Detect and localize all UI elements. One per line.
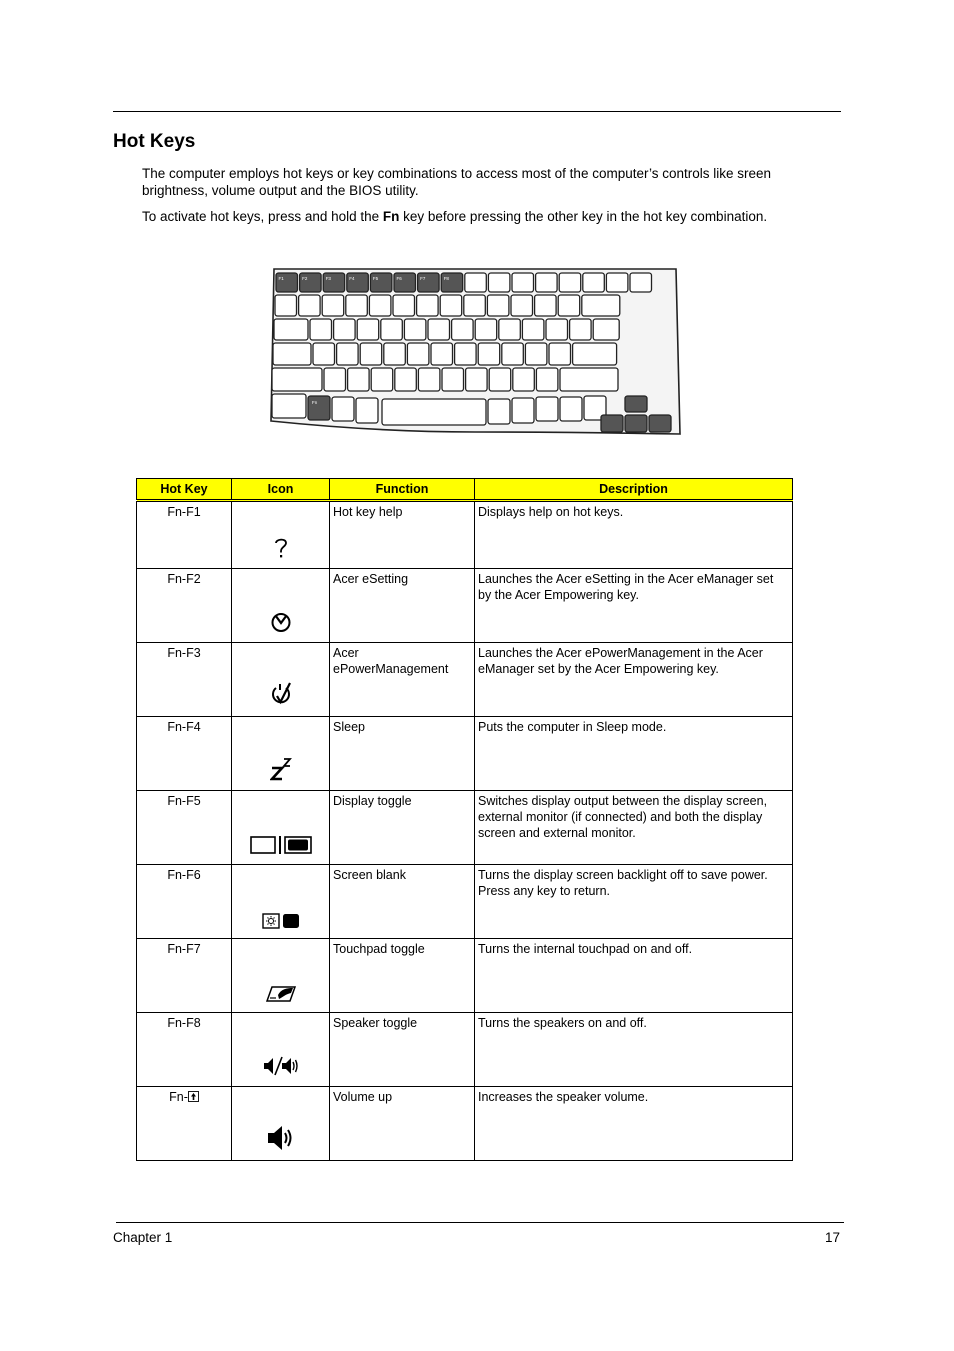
footer-chapter: Chapter 1: [113, 1230, 173, 1245]
table-row: [137, 865, 793, 939]
keycap: [499, 319, 521, 340]
header-hot-key: Hot Key: [137, 479, 232, 501]
keycap: [452, 319, 474, 340]
keycap: [559, 273, 581, 292]
description-cell: Launches the Acer ePowerManagement in the Acer eManager set by the Acer Empowering key.: [475, 643, 793, 717]
keycap: [334, 319, 356, 340]
keycap: [513, 368, 535, 391]
keycap: [560, 397, 582, 421]
keycap: [464, 295, 486, 316]
touchpad-toggle-icon: [266, 985, 296, 1003]
table-row: [137, 569, 793, 643]
hot-key-cell: Fn-F8: [137, 1013, 232, 1087]
fn-key-text: Fn: [382, 209, 400, 224]
function-key-label: F2: [302, 276, 308, 281]
table-row: [137, 501, 793, 569]
keycap: [428, 319, 450, 340]
sleep-icon: [270, 757, 292, 781]
function-key-label: F8: [443, 276, 449, 281]
keycap: [404, 319, 426, 340]
page-number: 17: [824, 1230, 840, 1245]
keycap: [357, 319, 379, 340]
keycap: [525, 343, 547, 365]
keycap: [322, 295, 344, 316]
volume-up-icon: [267, 1125, 295, 1151]
keycap: [431, 343, 453, 365]
keycap: [583, 273, 605, 292]
keycap: [512, 273, 534, 292]
keycap: [442, 368, 464, 391]
keycap: [313, 343, 335, 365]
keycap: [549, 343, 571, 365]
keycap: [478, 343, 500, 365]
footer-rule: [116, 1222, 844, 1223]
table-row: [137, 717, 793, 791]
function-cell: Touchpad toggle: [330, 939, 475, 1013]
page-title: Hot Keys: [113, 131, 196, 152]
keycap: [630, 273, 652, 292]
esetting-icon: [270, 611, 292, 633]
keycap: [475, 319, 497, 340]
keycap: [535, 295, 557, 316]
keycap: [488, 273, 510, 292]
description-cell: Turns the display screen backlight off to save power. Press any key to return.: [475, 865, 793, 939]
table-row: [137, 1013, 793, 1087]
keycap: [275, 295, 297, 316]
header-rule: [113, 111, 841, 112]
keycap: [465, 273, 487, 292]
keycap: [299, 295, 321, 316]
keycap: [488, 399, 510, 424]
description-cell: Turns the internal touchpad on and off.: [475, 939, 793, 1013]
keycap: [407, 343, 429, 365]
hot-key-cell: Fn-F4: [137, 717, 232, 791]
function-key-label: F3: [325, 276, 331, 281]
keycap: [356, 398, 378, 423]
keycap: [570, 319, 592, 340]
function-key-label: F5: [372, 276, 379, 281]
function-cell: Acer eSetting: [330, 569, 475, 643]
keycap: [418, 368, 440, 391]
hot-key-cell: Fn-F6: [137, 865, 232, 939]
keycap: [273, 343, 311, 365]
function-key-label: F6: [396, 276, 402, 281]
epowermanagement-icon: [270, 681, 292, 707]
description-cell: Turns the speakers on and off.: [475, 1013, 793, 1087]
keycap: [522, 319, 544, 340]
hot-keys-table: [136, 478, 793, 1161]
function-key-label: F1: [278, 276, 284, 281]
hot-key-cell: Fn-F7: [137, 939, 232, 1013]
keycap: [466, 368, 488, 391]
keycap: [558, 295, 580, 316]
keycap: [489, 368, 511, 391]
keycap: [546, 319, 568, 340]
keycap: [272, 394, 306, 418]
keycap: [310, 319, 332, 340]
function-key-label: F7: [420, 276, 426, 281]
activate-text-before: To activate hot keys, press and hold the: [142, 209, 383, 224]
function-cell: Speaker toggle: [330, 1013, 475, 1087]
hot-key-cell: Fn-F1: [137, 501, 232, 569]
keycap: [511, 295, 533, 316]
table-row: [137, 1087, 793, 1161]
table-row: [137, 791, 793, 865]
spacebar: [382, 399, 486, 425]
hot-key-cell: [137, 1087, 232, 1161]
description-cell: Puts the computer in Sleep mode.: [475, 717, 793, 791]
keycap: [512, 398, 534, 423]
keycap: [560, 368, 618, 391]
speaker-toggle-icon: [263, 1055, 299, 1077]
function-key-label: F4: [349, 276, 355, 281]
keycap: [337, 343, 359, 365]
keycap: [573, 343, 617, 365]
activate-text-after: key before pressing the other key in the hot key combination.: [399, 209, 768, 224]
screen-blank-icon: [262, 913, 300, 929]
arrow-down-key: [625, 415, 647, 432]
hot-key-cell: Fn-F2: [137, 569, 232, 643]
function-cell: Acer ePowerManagement: [330, 643, 475, 717]
arrow-left-key: [601, 415, 623, 432]
keycap: [346, 295, 368, 316]
keycap: [384, 343, 406, 365]
header-description: Description: [475, 479, 793, 501]
arrow-right-key: [649, 415, 671, 432]
function-cell: Display toggle: [330, 791, 475, 865]
keycap: [360, 343, 382, 365]
display-toggle-icon: [250, 835, 312, 855]
keycap: [606, 273, 628, 292]
up-arrow-key-icon: [188, 1091, 199, 1102]
keycap: [440, 295, 462, 316]
activate-paragraph: [142, 208, 832, 225]
table-header-row: [137, 479, 793, 501]
keycap: [536, 368, 558, 391]
hot-key-cell: Fn-F5: [137, 791, 232, 865]
description-cell: Switches display output between the display screen, external monitor (if connected) and both the display screen and external monitor.: [475, 791, 793, 865]
keycap: [395, 368, 417, 391]
description-cell: Displays help on hot keys.: [475, 501, 793, 569]
keycap: [455, 343, 477, 365]
header-function: Function: [330, 479, 475, 501]
arrow-up-key: [625, 396, 647, 412]
keycap: [536, 273, 558, 292]
function-cell: Sleep: [330, 717, 475, 791]
table-row: [137, 643, 793, 717]
keycap: [487, 295, 509, 316]
keycap: [417, 295, 439, 316]
help-icon: [273, 537, 289, 559]
fn-key-label: Fn: [312, 400, 318, 405]
keycap: [274, 319, 308, 340]
keycap: [348, 368, 370, 391]
table-row: [137, 939, 793, 1013]
keycap: [371, 368, 393, 391]
hot-key-cell: Fn-F3: [137, 643, 232, 717]
keycap: [593, 319, 619, 340]
keycap: [582, 295, 620, 316]
function-cell: Volume up: [330, 1087, 475, 1161]
keycap: [369, 295, 391, 316]
keyboard-illustration: [268, 266, 682, 438]
keycap: [536, 397, 558, 421]
description-cell: Launches the Acer eSetting in the Acer eManager set by the Acer Empowering key.: [475, 569, 793, 643]
keycap: [393, 295, 415, 316]
description-cell: Increases the speaker volume.: [475, 1087, 793, 1161]
hot-key-prefix: Fn-: [169, 1090, 188, 1104]
function-cell: Screen blank: [330, 865, 475, 939]
function-cell: Hot key help: [330, 501, 475, 569]
keycap: [502, 343, 524, 365]
keycap: [324, 368, 346, 391]
keycap: [381, 319, 403, 340]
keycap: [332, 397, 354, 421]
header-icon: Icon: [232, 479, 330, 501]
intro-paragraph: The computer employs hot keys or key combinations to access most of the computer’s controls like sreen brightness, volume output and the BIOS utility.: [142, 166, 772, 198]
keycap: [272, 368, 322, 391]
